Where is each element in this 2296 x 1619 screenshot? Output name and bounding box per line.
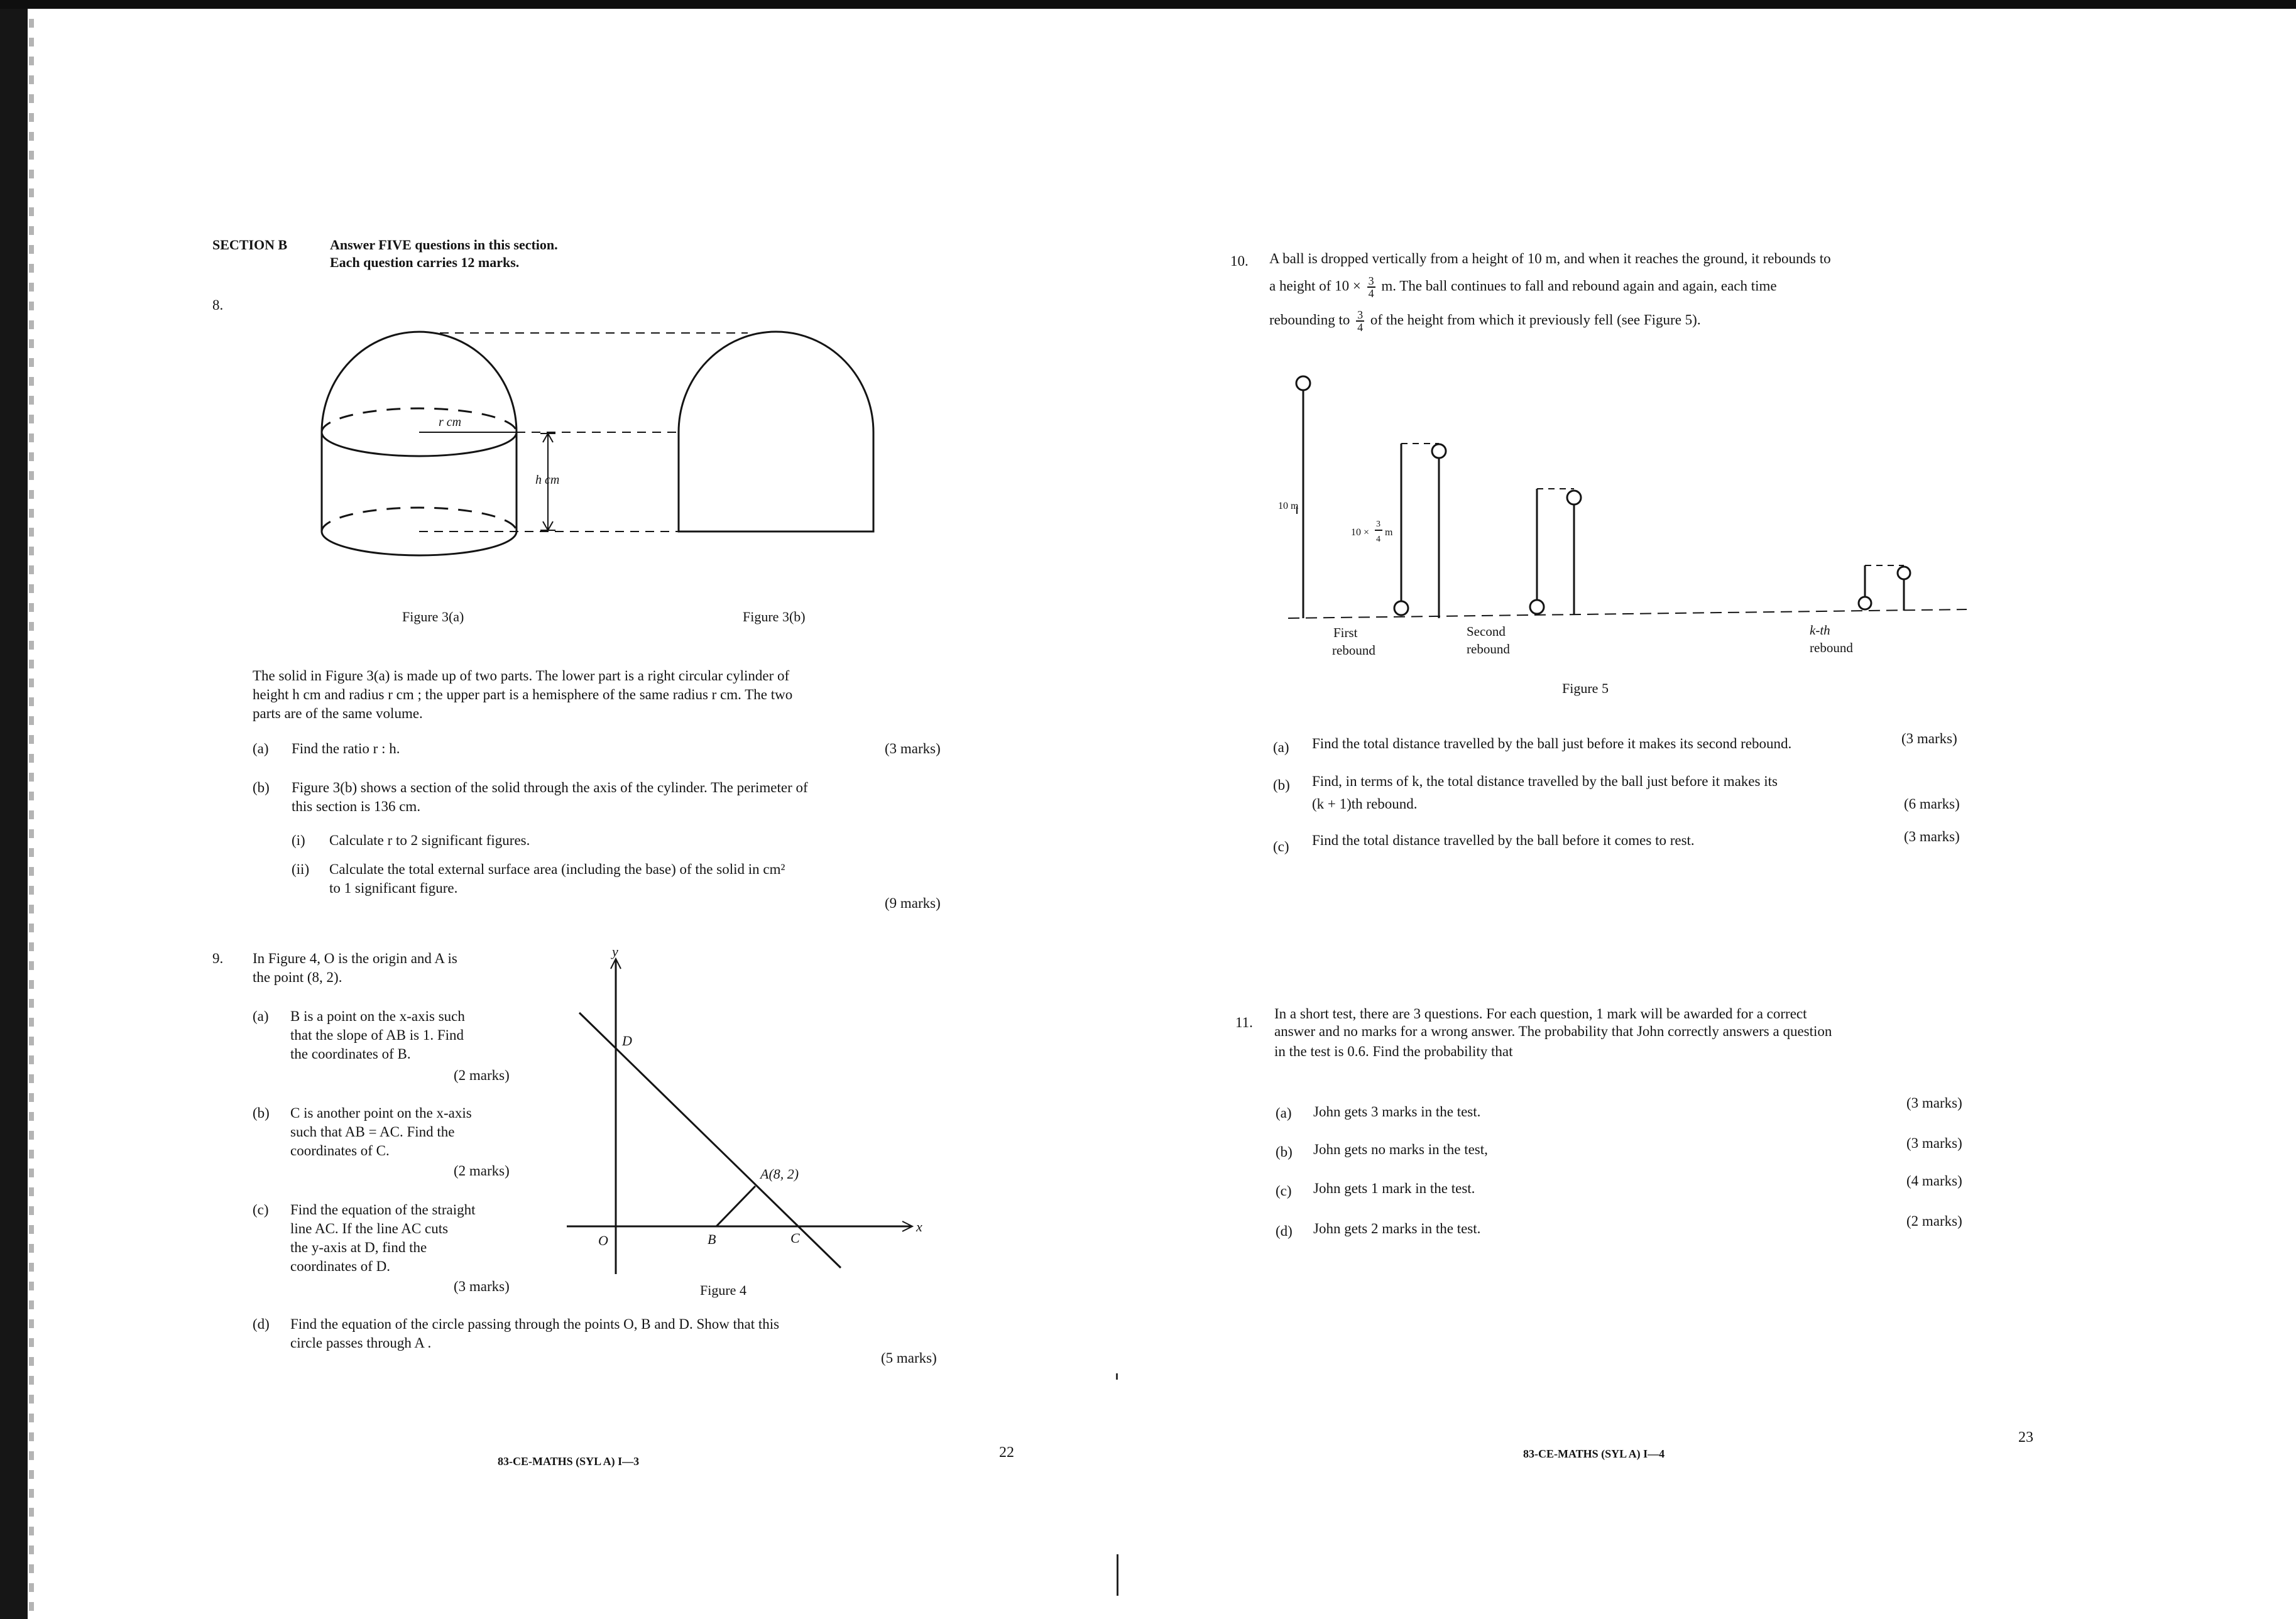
q11-d-text: John gets 2 marks in the test. <box>1313 1221 1481 1236</box>
figure-3a-caption: Figure 3(a) <box>402 609 464 624</box>
ball-second-top <box>1567 491 1581 504</box>
q10-b-text-2: (k + 1)th rebound. <box>1312 796 1418 812</box>
label-h: h cm <box>535 473 560 487</box>
left-page-number: 22 <box>999 1444 1014 1461</box>
q10-c-text: Find the total distance travelled by the ball before it comes to rest. <box>1312 832 1695 848</box>
ball-first-top <box>1432 444 1446 458</box>
figure-4-caption: Figure 4 <box>700 1282 746 1298</box>
right-page-number: 23 <box>2018 1429 2033 1446</box>
ground-line <box>1288 609 1967 618</box>
q8-b-text-1: Figure 3(b) shows a section of the solid through the axis of the cylinder. The perimeter of <box>292 780 808 795</box>
q9-c-line-1: Find the equation of the straight <box>290 1202 476 1218</box>
label-10x-pre: 10 × <box>1351 527 1370 538</box>
q11-a-text: John gets 3 marks in the test. <box>1313 1104 1481 1120</box>
left-footer-code: 83-CE-MATHS (SYL A) I—3 <box>498 1455 640 1468</box>
ball-initial <box>1296 376 1310 390</box>
q11-d-label: (d) <box>1276 1223 1293 1239</box>
q11-a-marks: (3 marks) <box>1906 1095 1962 1111</box>
label-frac-den: 4 <box>1376 535 1380 544</box>
q11-b-marks: (3 marks) <box>1906 1135 1962 1151</box>
q9-d-line-2: circle passes through A . <box>290 1335 432 1351</box>
label-10m: 10 m <box>1278 501 1299 511</box>
q10-c-marks: (3 marks) <box>1904 829 1960 844</box>
q10-a-text: Find the total distance travelled by the ball just before it makes its second rebound. <box>1312 736 1792 751</box>
q11-intro-1: In a short test, there are 3 questions. For each question, 1 mark will be awarded for a correct <box>1274 1006 1807 1022</box>
q9-b-label: (b) <box>253 1105 270 1121</box>
q9-c-line-3: the y-axis at D, find the <box>290 1240 427 1255</box>
q9-intro-2: the point (8, 2). <box>253 969 342 985</box>
q10-b-label: (b) <box>1273 777 1290 793</box>
q10-b-marks: (6 marks) <box>1904 796 1960 812</box>
q10-a-label: (a) <box>1273 739 1289 755</box>
q10-b-text-1: Find, in terms of k, the total distance travelled by the ball just before it makes its <box>1312 773 1778 789</box>
q11-d-marks: (2 marks) <box>1906 1213 1962 1229</box>
q9-d-label: (d) <box>253 1316 270 1332</box>
q8-b-marks: (9 marks) <box>885 895 941 911</box>
question-9-number: 9. <box>212 951 224 966</box>
right-footer-code: 83-CE-MATHS (SYL A) I—4 <box>1523 1447 1665 1460</box>
section-instruction-2: Each question carries 12 marks. <box>330 254 520 270</box>
q9-intro-1: In Figure 4, O is the origin and A is <box>253 951 457 966</box>
q8-bi-label: (i) <box>292 832 305 848</box>
q9-c-marks: (3 marks) <box>454 1278 510 1294</box>
q11-c-text: John gets 1 mark in the test. <box>1313 1180 1475 1196</box>
label-r: r cm <box>439 415 462 429</box>
label-frac-num: 3 <box>1376 520 1380 529</box>
section-instruction-1: Answer FIVE questions in this section. <box>330 237 558 253</box>
q10-line-1: A ball is dropped vertically from a height of 10 m, and when it reaches the ground, it rebounds to <box>1269 251 1831 266</box>
q9-b-line-1: C is another point on the x-axis <box>290 1105 472 1121</box>
kth-rebound-label-1: k-th <box>1810 623 1830 638</box>
kth-rebound-label-2: rebound <box>1810 640 1853 655</box>
q9-c-label: (c) <box>253 1202 269 1218</box>
point-B-label: B <box>708 1231 716 1247</box>
q11-c-marks: (4 marks) <box>1906 1173 1962 1189</box>
ball-first-rebound <box>1394 601 1408 615</box>
axis-y-label: y <box>612 944 618 959</box>
second-rebound-label-1: Second <box>1467 624 1506 639</box>
fraction-three-quarters-2: $\frac{3}{4}$ <box>1357 308 1364 334</box>
first-rebound-label-1: First <box>1333 625 1358 640</box>
q8-a-label: (a) <box>253 741 269 756</box>
q8-bii-text-2: to 1 significant figure. <box>329 880 458 896</box>
ball-second-rebound <box>1530 600 1544 614</box>
q9-d-line-1: Find the equation of the circle passing through the points O, B and D. Show that this <box>290 1316 780 1332</box>
figure-3b-caption: Figure 3(b) <box>743 609 806 624</box>
q8-bii-text-1: Calculate the total external surface area (including the base) of the solid in cm² <box>329 861 785 877</box>
first-rebound-label-2: rebound <box>1332 643 1375 658</box>
q10-line-3: rebounding to $\frac{3}{4}$ of the height from which it previously fell (see Figure 5). <box>1269 308 1701 334</box>
point-D-label: D <box>622 1033 632 1049</box>
q10-a-marks: (3 marks) <box>1901 731 1957 746</box>
q8-a-marks: (3 marks) <box>885 741 941 756</box>
question-10-number: 10. <box>1230 253 1249 269</box>
q8-a-text: Find the ratio r : h. <box>292 741 400 756</box>
ball-kth-rebound <box>1859 597 1871 609</box>
question-8-number: 8. <box>212 297 224 313</box>
axis-x-label: x <box>916 1219 922 1235</box>
q9-b-line-3: coordinates of C. <box>290 1143 390 1158</box>
q9-a-marks: (2 marks) <box>454 1067 510 1083</box>
q8-intro-line-2: height h cm and radius r cm ; the upper part is a hemisphere of the same radius r cm. The two <box>253 687 793 702</box>
q9-d-marks: (5 marks) <box>881 1350 937 1366</box>
q10-line-2: a height of 10 × $\frac{3}{4}$ m. The ball continues to fall and rebound again and again, each time <box>1269 275 1777 300</box>
q8-bii-label: (ii) <box>292 861 310 877</box>
q9-c-line-4: coordinates of D. <box>290 1258 391 1274</box>
question-11-number: 11. <box>1235 1015 1253 1030</box>
fraction-three-quarters: $\frac{3}{4}$ <box>1368 275 1374 300</box>
q11-b-label: (b) <box>1276 1144 1293 1160</box>
q9-b-line-2: such that AB = AC. Find the <box>290 1124 455 1140</box>
q8-b-text-2: this section is 136 cm. <box>292 799 421 814</box>
point-A-label: A(8, 2) <box>760 1166 799 1182</box>
second-rebound-label-2: rebound <box>1467 641 1510 657</box>
label-m: m <box>1385 527 1393 538</box>
q11-b-text: John gets no marks in the test, <box>1313 1142 1488 1157</box>
q8-bi-text: Calculate r to 2 significant figures. <box>329 832 530 848</box>
q10-c-label: (c) <box>1273 839 1289 854</box>
section-heading: SECTION B <box>212 237 288 253</box>
figure-5-caption: Figure 5 <box>1562 680 1609 696</box>
q9-c-line-2: line AC. If the line AC cuts <box>290 1221 449 1236</box>
q9-a-line-3: the coordinates of B. <box>290 1046 411 1062</box>
q9-a-line-1: B is a point on the x-axis such <box>290 1008 465 1024</box>
q8-intro-line-1: The solid in Figure 3(a) is made up of two parts. The lower part is a right circular cylinder of <box>253 668 790 684</box>
q8-intro-line-3: parts are of the same volume. <box>253 706 423 721</box>
q9-a-line-2: that the slope of AB is 1. Find <box>290 1027 464 1043</box>
q9-a-label: (a) <box>253 1008 269 1024</box>
q11-a-label: (a) <box>1276 1105 1292 1121</box>
ball-kth-top <box>1898 567 1910 579</box>
q11-intro-2: answer and no marks for a wrong answer. The probability that John correctly answers a question <box>1274 1023 1832 1039</box>
q11-intro-3: in the test is 0.6. Find the probability that <box>1274 1044 1513 1059</box>
q11-c-label: (c) <box>1276 1183 1292 1199</box>
q9-b-marks: (2 marks) <box>454 1163 510 1179</box>
point-O-label: O <box>598 1233 608 1248</box>
point-C-label: C <box>790 1230 800 1246</box>
q8-b-label: (b) <box>253 780 270 795</box>
